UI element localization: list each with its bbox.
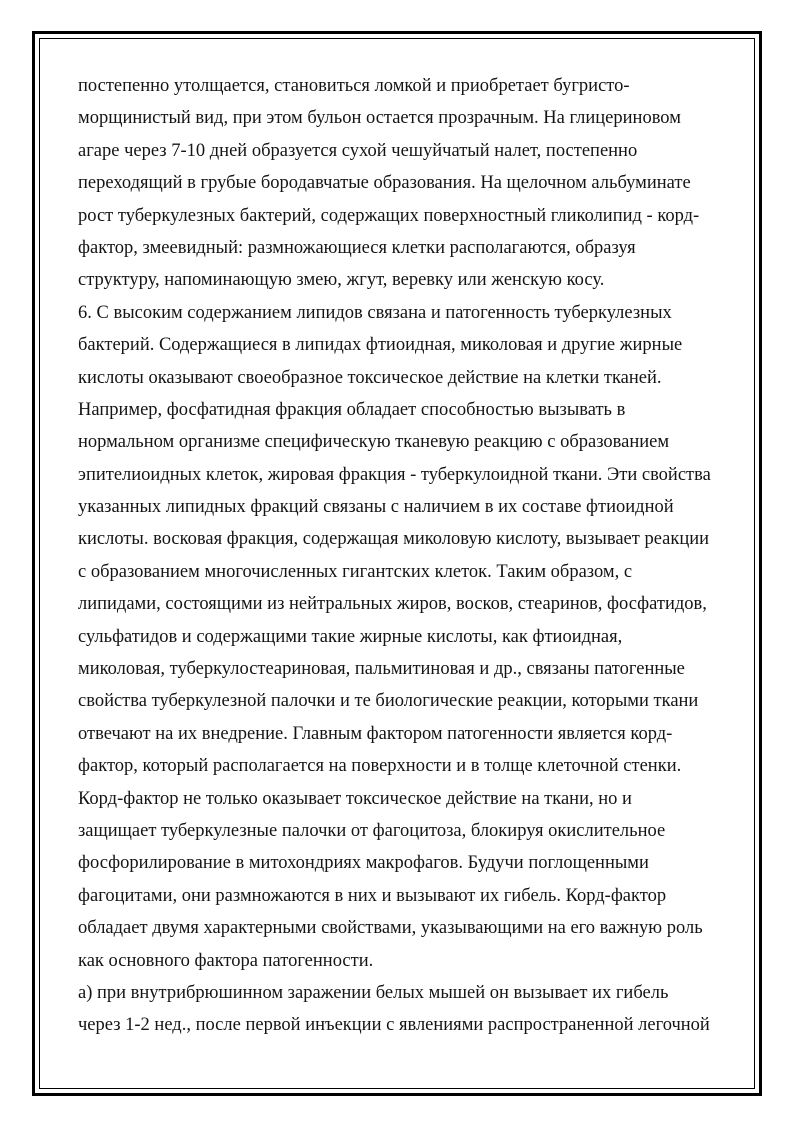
text-line: Например, фосфатидная фракция обладает способностью вызывать в bbox=[78, 399, 626, 420]
text-line: сульфатидов и содержащими такие жирные кислоты, как фтиоидная, bbox=[78, 626, 623, 647]
text-line: эпителиоидных клеток, жировая фракция - туберкулоидной ткани. Эти свойства bbox=[78, 464, 711, 485]
text-line: рост туберкулезных бактерий, содержащих поверхностный гликолипид - корд- bbox=[78, 205, 700, 226]
text-line: постепенно утолщается, становиться ломкой и приобретает бугристо- bbox=[78, 76, 630, 96]
text-line: обладает двумя характерными свойствами, указывающими на его важную роль bbox=[78, 918, 703, 939]
text-line: указанных липидных фракций связаны с наличием в их составе фтиоидной bbox=[78, 497, 674, 518]
text-line: нормальном организме специфическую тканевую реакцию с образованием bbox=[78, 432, 670, 453]
text-line: липидами, состоящими из нейтральных жиров, восков, стеаринов, фосфатидов, bbox=[78, 594, 707, 615]
text-line: с образованием многочисленных гигантских клеток. Таким образом, с bbox=[78, 561, 633, 582]
text-line: бактерий. Содержащиеся в липидах фтиоидная, миколовая и другие жирные bbox=[78, 335, 683, 356]
text-line: агаре через 7-10 дней образуется сухой чешуйчатый налет, постепенно bbox=[78, 140, 638, 161]
text-line: структуру, напоминающую змею, жгут, веревку или женскую косу. bbox=[78, 270, 605, 291]
text-line: переходящий в грубые бородавчатые образования. На щелочном альбуминате bbox=[78, 173, 691, 194]
text-line: как основного фактора патогенности. bbox=[78, 950, 374, 971]
text-line: фосфорилирование в митохондриях макрофагов. Будучи поглощенными bbox=[78, 853, 649, 874]
text-line: 6. С высоким содержанием липидов связана и патогенность туберкулезных bbox=[78, 302, 672, 323]
text-line: Корд-фактор не только оказывает токсическое действие на ткани, но и bbox=[78, 788, 632, 809]
text-line: морщинистый вид, при этом бульон остается прозрачным. На глицериновом bbox=[78, 108, 681, 129]
text-line: фактор, который располагается на поверхности и в толще клеточной стенки. bbox=[78, 756, 682, 777]
text-line: миколовая, туберкулостеариновая, пальмитиновая и др., связаны патогенные bbox=[78, 659, 685, 680]
text-line: отвечают на их внедрение. Главным фактором патогенности является корд- bbox=[78, 723, 673, 744]
text-line: фактор, змеевидный: размножающиеся клетки располагаются, образуя bbox=[78, 237, 636, 258]
text-line: а) при внутрибрюшинном заражении белых мышей он вызывает их гибель bbox=[78, 982, 669, 1003]
text-line: свойства туберкулезной палочки и те биологические реакции, которыми ткани bbox=[78, 691, 699, 712]
text-line: защищает туберкулезные палочки от фагоцитоза, блокируя окислительное bbox=[78, 820, 666, 841]
text-line: фагоцитами, они размножаются в них и вызывают их гибель. Корд-фактор bbox=[78, 885, 667, 906]
text-line: кислоты оказывают своеобразное токсическое действие на клетки тканей. bbox=[78, 367, 662, 388]
document-body bbox=[78, 70, 728, 1042]
text-line: кислоты. восковая фракция, содержащая миколовую кислоту, вызывает реакции bbox=[78, 529, 710, 550]
text-line: через 1-2 нед., после первой инъекции с явлениями распространенной легочной bbox=[78, 1015, 710, 1036]
